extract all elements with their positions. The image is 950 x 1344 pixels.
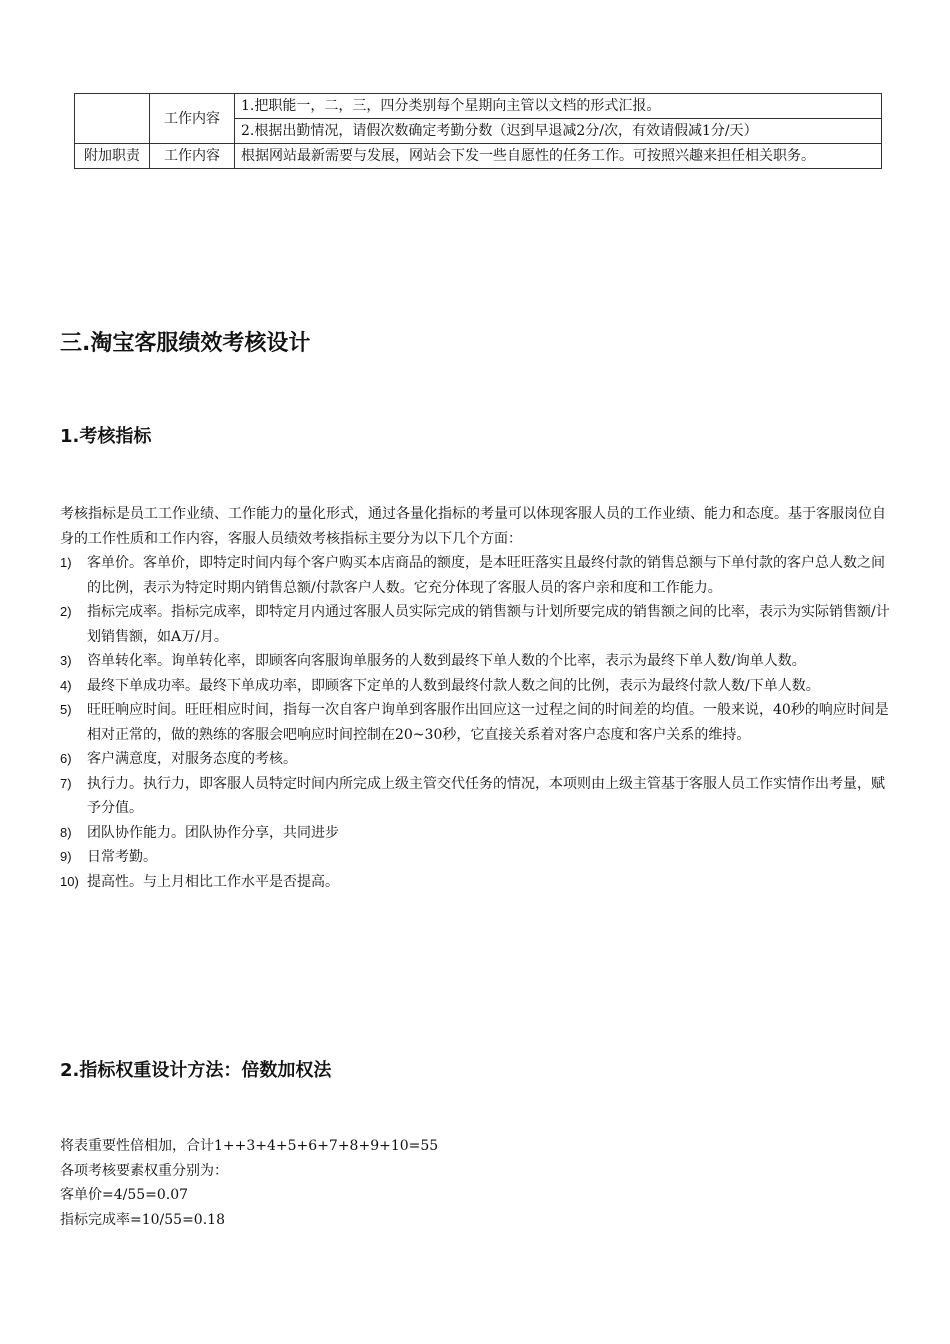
- indicator-list: [60, 551, 895, 894]
- list-item-text: 咨单转化率。询单转化率，即顾客向客服询单服务的人数到最终下单人数的个比率，表示为最终下单人数/询单人数。: [87, 653, 806, 669]
- weights-line: 指标完成率=10/55=0.18: [60, 1211, 225, 1228]
- list-item: [60, 600, 895, 649]
- list-item-text: 日常考勤。: [87, 849, 157, 865]
- subsection-title-indicators: 1.考核指标: [60, 426, 152, 447]
- list-item: [60, 870, 895, 895]
- list-number: 6): [60, 751, 72, 766]
- table-cell-label: 工作内容: [150, 144, 235, 169]
- list-number: 9): [60, 849, 72, 864]
- weights-line: 各项考核要素权重分别为：: [60, 1162, 228, 1179]
- list-item-text: 指标完成率。指标完成率，即特定月内通过客服人员实际完成的销售额与计划所要完成的销售额之间的比率，表示为实际销售额/计划销售额，如A万/月。: [87, 604, 890, 645]
- list-number: 5): [60, 702, 72, 717]
- table-row: [75, 144, 882, 169]
- list-item-text: 执行力。执行力，即客服人员特定时间内所完成上级主管交代任务的情况，本项则由上级主管基于客服人员工作实情作出考量，赋予分值。: [87, 775, 885, 816]
- list-number: 8): [60, 824, 72, 840]
- list-item-text: 客单价。客单价，即特定时间内每个客户购买本店商品的额度，是本旺旺落实且最终付款的销售总额与下单付款的客户总人数之间的比例，表示为特定时期内销售总额/付款客户人数。它充分体现了客服人员的客户亲和度和工作能力。: [87, 555, 885, 596]
- table-cell-category: [75, 94, 150, 144]
- list-number: 7): [60, 775, 72, 791]
- list-number: 2): [60, 604, 72, 619]
- table-row: [75, 94, 882, 119]
- list-item: [60, 649, 895, 674]
- list-item-text: 提高性。与上月相比工作水平是否提高。: [87, 873, 339, 890]
- list-item: [60, 772, 895, 821]
- list-item: [60, 551, 895, 600]
- list-number: 4): [60, 677, 72, 693]
- list-item-text: 旺旺响应时间。旺旺相应时间，指每一次自客户询单到客服作出回应这一过程之间的时间差的均值。一般来说，40秒的响应时间是相对正常的，做的熟练的客服会吧响应时间控制在20~30秒，它直接关系着对客户态度和客户关系的维持。: [87, 702, 889, 743]
- list-item: [60, 845, 895, 870]
- list-item-text: 客户满意度，对服务态度的考核。: [87, 751, 297, 767]
- table-cell-content: 1.把职能一，二，三，四分类别每个星期向主管以文档的形式汇报。: [235, 94, 882, 119]
- list-item: [60, 821, 895, 846]
- list-item: [60, 674, 895, 699]
- section-title: 三.淘宝客服绩效考核设计: [60, 331, 311, 356]
- list-number: 1): [60, 555, 72, 570]
- weights-line: 将表重要性倍相加，合计1++3+4+5+6+7+8+9+10=55: [60, 1138, 439, 1154]
- intro-paragraph: 考核指标是员工工作业绩、工作能力的量化形式，通过各量化指标的考量可以体现客服人员的工作业绩、能力和态度。基于客服岗位自身的工作性质和工作内容，客服人员绩效考核指标主要分为以下几个方面：: [60, 506, 886, 547]
- weights-line: 客单价=4/55=0.07: [60, 1187, 189, 1203]
- table-cell-label: 工作内容: [150, 94, 235, 144]
- list-item: [60, 698, 895, 747]
- list-number: 3): [60, 653, 72, 668]
- list-item-text: 团队协作能力。团队协作分享，共同进步: [87, 824, 339, 841]
- weights-block: [60, 1134, 895, 1232]
- list-item: [60, 747, 895, 772]
- list-number: 10): [60, 873, 79, 889]
- table-cell-content: 根据网站最新需要与发展，网站会下发一些自愿性的任务工作。可按照兴趣来担任相关职务。: [235, 144, 882, 169]
- duty-table: [74, 93, 882, 169]
- table-cell-category: 附加职责: [75, 144, 150, 169]
- list-item-text: 最终下单成功率。最终下单成功率，即顾客下定单的人数到最终付款人数之间的比例，表示为最终付款人数/下单人数。: [87, 677, 820, 694]
- subsection-title-weights: 2.指标权重设计方法：倍数加权法: [60, 1060, 332, 1081]
- table-cell-content: 2.根据出勤情况，请假次数确定考勤分数（迟到早退减2分/次，有效请假减1分/天）: [235, 119, 882, 144]
